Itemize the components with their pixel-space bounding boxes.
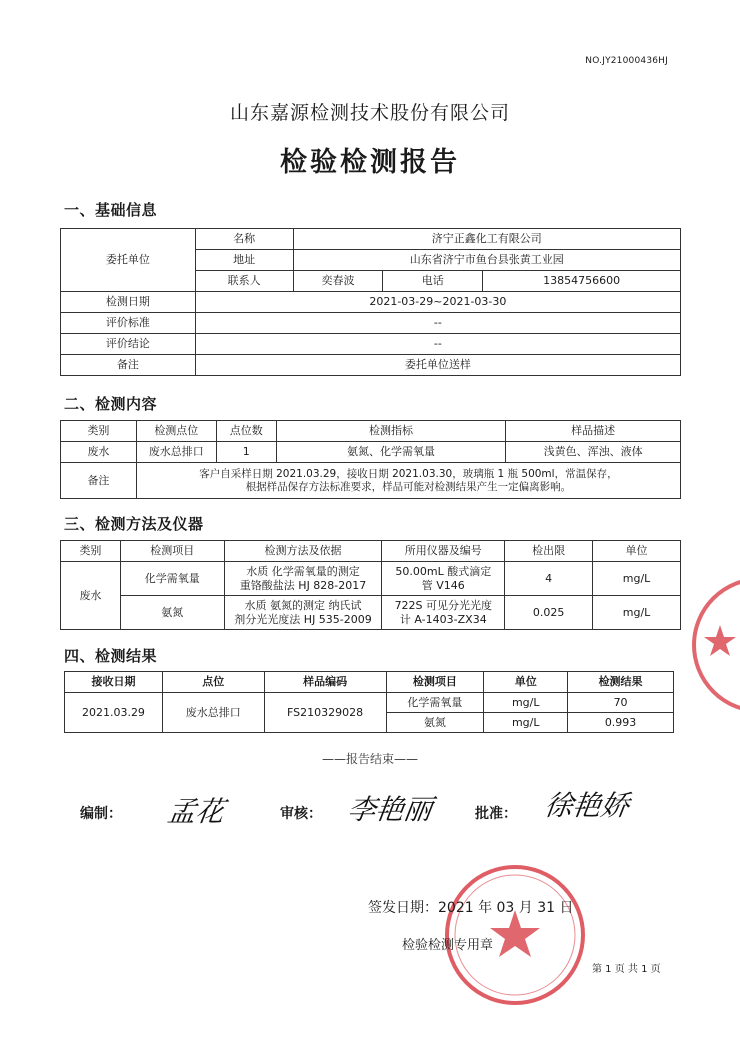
result-header-recv-date: 接收日期: [65, 672, 163, 693]
report-number: NO.JY21000436HJ: [585, 56, 668, 66]
cell-sample-desc: 浅黄色、浑浊、液体: [506, 442, 681, 463]
report-end-marker: ——报告结束——: [321, 752, 418, 766]
method-instrument: [382, 562, 505, 596]
report-title: 检验检测报告: [280, 147, 460, 178]
method-basis-line-2: 剂分光光度法 HJ 535-2009: [234, 612, 372, 626]
test-date-value: 2021-03-29~2021-03-30: [195, 292, 680, 313]
client-label: 委托单位: [61, 229, 196, 292]
address-label: 地址: [195, 250, 293, 271]
name-value: 济宁正鑫化工有限公司: [293, 229, 680, 250]
content-remark-line-2: 根据样品保存方法标准要求，样品可能对检测结果产生一定偏离影响。: [245, 480, 572, 493]
method-instrument-line-1: 722S 可见分光光度: [394, 599, 493, 613]
method-category: 废水: [61, 562, 121, 630]
result-value: 70: [568, 693, 674, 713]
remark-value: 委托单位送样: [195, 355, 680, 376]
phone-value: 13854756600: [483, 271, 681, 292]
remark-label: 备注: [61, 355, 196, 376]
result-header-result: 检测结果: [568, 672, 674, 693]
header-point: 检测点位: [136, 421, 216, 442]
method-basis: [224, 562, 382, 596]
method-header-limit: 检出限: [505, 541, 593, 562]
result-unit: mg/L: [484, 713, 568, 733]
section-method-heading: 三、检测方法及仪器: [64, 515, 204, 533]
section-content-heading: 二、检测内容: [64, 395, 158, 413]
cell-point-count: 1: [216, 442, 276, 463]
header-sample-desc: 样品描述: [506, 421, 681, 442]
method-unit: mg/L: [593, 596, 681, 630]
reviewer-signature: 李艳丽: [345, 793, 435, 826]
contact-value: 奕春波: [293, 271, 383, 292]
result-header-unit: 单位: [484, 672, 568, 693]
header-point-count: 点位数: [216, 421, 276, 442]
standard-label: 评价标准: [61, 313, 196, 334]
approver-label: 批准：: [475, 806, 517, 822]
cell-indicators: 氨氮、化学需氧量: [276, 442, 506, 463]
cell-category: 废水: [61, 442, 137, 463]
issue-date: 签发日期：2021 年 03 月 31 日: [368, 900, 574, 916]
result-recv-date: 2021.03.29: [65, 693, 163, 733]
method-item: 化学需氧量: [120, 562, 224, 596]
result-point: 废水总排口: [162, 693, 264, 733]
standard-value: --: [195, 313, 680, 334]
method-header-instrument: 所用仪器及编号: [382, 541, 505, 562]
stamp-label: 检验检测专用章: [402, 938, 494, 953]
seal-stamp-edge: [690, 570, 740, 720]
method-basis-line-2: 重铬酸盐法 HJ 828-2017: [239, 578, 367, 592]
method-table: [60, 540, 681, 630]
result-header-point: 点位: [162, 672, 264, 693]
header-indicators: 检测指标: [276, 421, 506, 442]
result-value: 0.993: [568, 713, 674, 733]
method-instrument-line-2: 管 V146: [421, 578, 465, 592]
method-basis-line-1: 水质 化学需氧量的测定: [246, 565, 360, 579]
conclusion-value: --: [195, 334, 680, 355]
contact-label: 联系人: [195, 271, 293, 292]
method-unit: mg/L: [593, 562, 681, 596]
content-remark-label: 备注: [61, 463, 137, 499]
page-number: 第 1 页 共 1 页: [592, 964, 661, 975]
method-instrument-line-1: 50.00mL 酸式滴定: [395, 565, 492, 579]
method-header-category: 类别: [61, 541, 121, 562]
section-results-heading: 四、检测结果: [64, 647, 158, 665]
content-remark-line-1: 客户自采样日期 2021.03.29，接收日期 2021.03.30，玻璃瓶 1 瓶 500ml，常温保存，: [199, 467, 618, 480]
basic-info-table: [60, 228, 681, 376]
test-date-label: 检测日期: [61, 292, 196, 313]
method-basis-line-1: 水质 氨氮的测定 纳氏试: [244, 599, 362, 613]
approver-signature: 徐艳娇: [542, 789, 632, 822]
address-value: 山东省济宁市鱼台县张黄工业园: [293, 250, 680, 271]
method-header-item: 检测项目: [120, 541, 224, 562]
section-basic-info-heading: 一、基础信息: [64, 201, 158, 219]
reviewer-label: 审核：: [280, 806, 322, 822]
method-basis: [224, 596, 382, 630]
header-category: 类别: [61, 421, 137, 442]
method-header-unit: 单位: [593, 541, 681, 562]
name-label: 名称: [195, 229, 293, 250]
result-item: 氨氮: [386, 713, 484, 733]
results-table: [64, 671, 674, 733]
content-remark-value: [136, 463, 680, 499]
result-item: 化学需氧量: [386, 693, 484, 713]
method-instrument: [382, 596, 505, 630]
cell-point: 废水总排口: [136, 442, 216, 463]
compiler-signature: 孟花: [165, 795, 227, 828]
test-content-table: [60, 420, 681, 499]
method-instrument-line-2: 计 A-1403-ZX34: [399, 612, 487, 626]
result-header-item: 检测项目: [386, 672, 484, 693]
method-header-method: 检测方法及依据: [224, 541, 382, 562]
method-limit: 4: [505, 562, 593, 596]
conclusion-label: 评价结论: [61, 334, 196, 355]
phone-label: 电话: [383, 271, 483, 292]
company-name: 山东嘉源检测技术股份有限公司: [229, 102, 510, 124]
compiler-label: 编制：: [80, 806, 122, 822]
result-unit: mg/L: [484, 693, 568, 713]
method-item: 氨氮: [120, 596, 224, 630]
result-header-sample-code: 样品编码: [264, 672, 386, 693]
method-limit: 0.025: [505, 596, 593, 630]
result-sample-code: FS210329028: [264, 693, 386, 733]
